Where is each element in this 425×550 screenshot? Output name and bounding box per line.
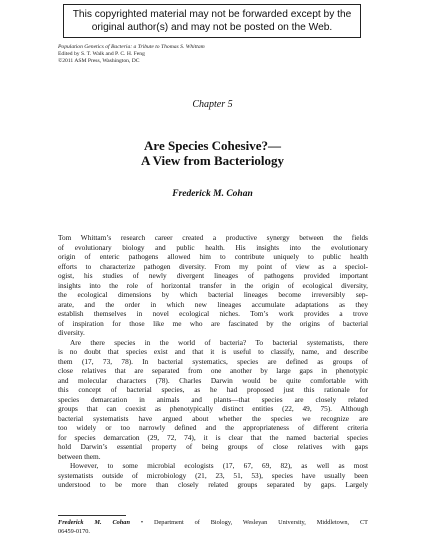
- paragraph-2: [58, 338, 368, 462]
- text-line: origin of enteric pathogens allowed him to contribute uniquely to public health: [58, 252, 368, 261]
- chapter-title: [0, 138, 425, 168]
- text-line: systematists outside of microbiology (21, 23, 51, 53), species have usually been: [58, 470, 368, 480]
- footnote-line-2: 06459-0170.: [58, 527, 91, 535]
- copyright-notice-line-1: This copyrighted material may not be forwarded except by the: [72, 9, 352, 20]
- copyright-notice-line-2: original author(s) and may not be posted on the Web.: [91, 22, 333, 33]
- text-line: species demarcation in animals and plants—that species are closely related: [58, 394, 368, 404]
- text-line: the ecological dimensions by which bacterial lineages become irreversibly sep-: [58, 290, 368, 299]
- body-text: [58, 233, 368, 490]
- text-line: and molecular characters (78). Charles Darwin would be quite comfortable with: [58, 375, 368, 385]
- text-line: for species demarcation (29, 72, 74), it is clear that the named bacterial species: [58, 432, 368, 442]
- book-title: Population Genetics of Bacteria: a Tribute to Thomas S. Whittam: [58, 44, 205, 50]
- copyright-notice-box: [63, 4, 361, 38]
- text-line: diversity.: [58, 328, 85, 337]
- text-line: ogist, his studies of newly divergent lineages of pathogens provided important: [58, 271, 368, 280]
- text-line: efforts to characterize pathogen diversity. From my point of view as a speciol-: [58, 261, 368, 271]
- chapter-author: Frederick M. Cohan: [172, 189, 253, 199]
- book-editors: Edited by S. T. Walk and P. C. H. Feng: [58, 51, 145, 57]
- text-line: close relatives that are separated from one another by large gaps in phenotypic: [58, 366, 368, 375]
- footnote-affiliation: Department of Biology, Wesleyan University, Middletown, CT: [153, 519, 369, 526]
- text-line: bacterial systematists have argued about whether the species we recognize are: [58, 413, 368, 423]
- author-footnote: [58, 519, 368, 536]
- text-line: of evolutionary biology and public health. His insights into the evolutionary: [58, 242, 368, 252]
- text-line: too widely or too narrowly defined and the appropriateness of different criteria: [58, 423, 368, 432]
- text-line: is no doubt that species exist and that it is useful to classify, name, and describe: [58, 347, 368, 356]
- text-line: arate, and the order in which new lineages accumulate adaptations as they: [58, 299, 368, 309]
- text-line: this concept of bacterial species, as he had proposed just this rationale for: [58, 385, 368, 394]
- text-line: establish themselves in novel ecological niches. Tom’s work provides a trove: [58, 309, 368, 318]
- text-line: Are there species in the world of bacteria? To bacterial systematists, there: [70, 337, 368, 347]
- text-line: However, to some microbial ecologists (17, 67, 69, 82), as well as most: [70, 461, 368, 470]
- book-copyright: ©2011 ASM Press, Washington, DC: [58, 58, 140, 64]
- text-line: of inspiration for those like me who are fascinated by the origins of bacterial: [58, 318, 368, 328]
- chapter-title-line-2: A View from Bacteriology: [140, 153, 285, 168]
- text-line: hold Darwin’s essential property of being groups of close relatives with gaps: [58, 442, 368, 451]
- footnote-line-1: [58, 519, 368, 528]
- text-line: groups that can coexist as phenotypically distinct entities (22, 49, 75). Although: [58, 404, 368, 413]
- publication-meta: [58, 44, 378, 65]
- paragraph-1: [58, 233, 368, 338]
- paragraph-3: [58, 461, 368, 490]
- chapter-label: Chapter 5: [192, 99, 233, 110]
- chapter-title-line-1: Are Species Cohesive?—: [144, 138, 281, 153]
- text-line: insights into the role of horizontal transfer in the origin of ecological diversity,: [58, 280, 368, 290]
- footnote-bullet: •: [140, 519, 144, 526]
- text-line: between them.: [58, 451, 101, 461]
- footnote-rule: [58, 515, 126, 516]
- text-line: Tom Whittam’s research career created a productive synergy between the fields: [58, 233, 368, 242]
- text-line: understood to be more than closely related groups separated by gaps. Largely: [58, 480, 368, 489]
- text-line: them (17, 73, 78). In bacterial systematics, species are defined as groups of: [58, 356, 368, 366]
- footnote-author: Frederick M. Cohan: [58, 519, 130, 526]
